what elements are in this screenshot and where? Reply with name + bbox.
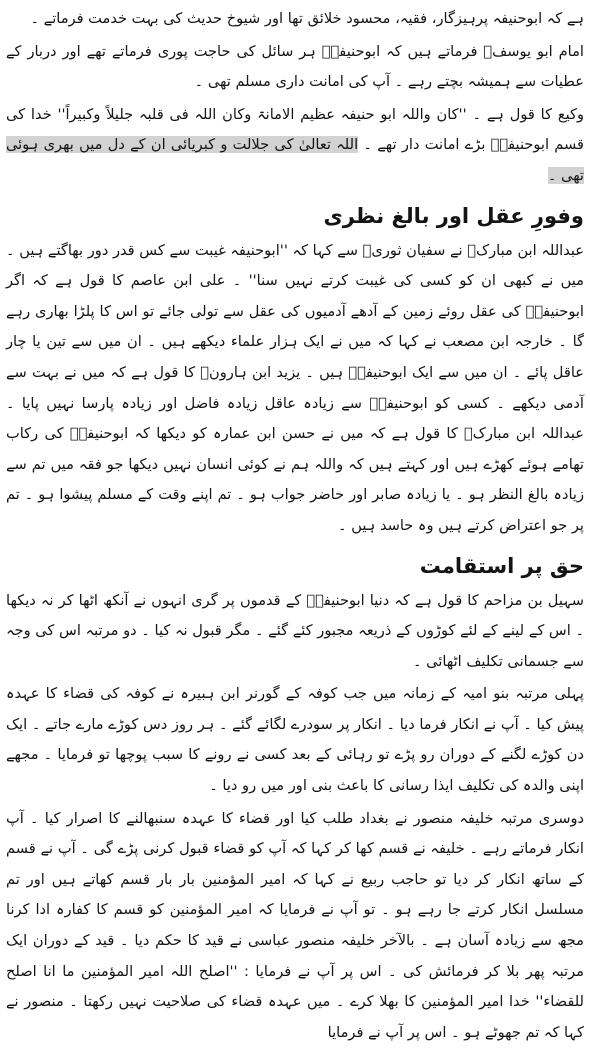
paragraph: [6, 679, 584, 801]
paragraph-text: ہے کہ ابوحنیفہ پرہیزگار، فقیہ، محسود خلائق تھا اور شیوخ حدیث کی بہت خدمت فرماتے ۔: [30, 10, 584, 27]
paragraph-text: عبداللہ ابن مبارکؒ نے سفیان ثوریؒ سے کہا کہ ''ابوحنیفہ غیبت سے کس قدر دور بھاگتے ہیں ۔ میں نے کبھی ان کو کسی کی غیبت کرتے نہیں سنا'' ۔ علی ابن عاصم کا قول ہے کہ اگر ابوحنیفہؒ کی عقل روئے زمین کے آدھے آدمیوں کی عقل سے تولی جائے تو اس کا پلڑا بھاری رہے گا ۔ خارجہ ابن مصعب نے کہا کہ میں نے ایک ہزار علماء دیکھے ہیں ۔ ان میں سے تین یا چار عاقل پائے ۔ ان میں سے ایک ابوحنیفہؒ ہیں ۔ یزید ابن ہارونؒ کا قول ہے کہ میں نے بہت سے آدمی دیکھے ۔ کسی کو ابوحنیفہؒ سے زیادہ عاقل زیادہ فاضل اور زیادہ پارسا نہیں پایا ۔ عبداللہ ابن مبارکؒ کا قول ہے کہ میں نے حسن ابن عمارہ کو دیکھا کہ ابوحنیفہؒ کی رکاب تھامے ہوئے کھڑے ہیں اور کہتے ہیں کہ واللہ ہم نے کوئی انسان نہیں دیکھا جو فقہ میں تم سے زیادہ بالغ النظر ہو ۔ یا زیادہ صابر اور حاضر جواب ہو ۔ تم اپنے وقت کے مسلم پیشوا ہو ۔ تم پر جو اعتراض کرتے ہیں وہ حاسد ہیں ۔: [6, 241, 584, 534]
section-heading: حق پر استقامت: [419, 553, 584, 578]
paragraph-text: سہیل بن مزاحم کا قول ہے کہ دنیا ابوحنیفہؒ کے قدموں پر گری انہوں نے آنکھ اٹھا کر نہ دیکھا ۔ اس کے لینے کے لئے کوڑوں کے ذریعہ مجبور کئے گئے ۔ مگر قبول نہ کیا ۔ دو مرتبہ اس کی وجہ سے جسمانی تکلیف اٹھائی ۔: [6, 591, 584, 670]
document-page: [6, 4, 585, 1041]
paragraph-text: امام ابو یوسفؒ فرماتے ہیں کہ ابوحنیفہؒ ہر سائل کی حاجت پوری فرماتے تھے اور دربار کے عطیات سے ہمیشہ بچتے رہے ۔ آپ کی امانت داری مسلم تھی ۔: [6, 42, 584, 91]
paragraph: [6, 236, 584, 542]
paragraph: [6, 4, 584, 35]
paragraph-text: خدا کی قسم ابوحنیفہؒ بڑے امانت دار تھے ۔: [6, 105, 585, 154]
arabic-quote: ''کان واللہ ابو حنیفہ عظیم الامانۃ وکان اللہ فی قلبہ جلیلاً وکبیراً'': [57, 105, 467, 123]
paragraph: [6, 37, 584, 98]
paragraph: [6, 586, 584, 678]
paragraph-text: دوسری مرتبہ خلیفہ منصور نے بغداد طلب کیا اور قضاء کا عہدہ سنبھالنے کا اصرار کیا ۔ آپ انکار فرماتے رہے ۔ خلیفہ نے قسم کھا کر کہا کہ آپ کو قضاء قبول کرنی پڑے گی ۔ آپ نے قسم کے ساتھ انکار کر دیا تو حاجب ربیع نے کہا کہ امیر المؤمنین بار بار قسم کھاتے ہیں اور تم مسلسل انکار کرتے جا رہے ہو ۔ تو آپ نے فرمایا کہ امیر المؤمنین کو قسم کا کفارہ ادا کرنا مجھ سے زیادہ آسان ہے ۔ بالآخر خلیفہ منصور عباسی نے قید کا حکم دیا ۔ قید کے دوران ایک مرتبہ پھر بلا کر فرمائش کی ۔ اس پر آپ نے فرمایا :: [6, 809, 584, 980]
section-heading: وفورِ عقل اور بالغ نظری: [323, 203, 584, 228]
arabic-quote: ''اصلح اللہ امیر المؤمنین ما انا اصلح للقضاء'': [6, 962, 584, 1011]
paragraph: [6, 100, 584, 192]
paragraph-text: خدا امیر المؤمنین کا بھلا کرے ۔ میں عہدہ قضاء کی صلاحیت نہیں رکھتا ۔ منصور نے کہا کہ تم جھوٹے ہو ۔ اس پر آپ نے فرمایا: [6, 993, 584, 1041]
highlighted-text: اللہ تعالیٰ کی جلالت و کبریائی ان کے دل میں بھری ہوئی تھی ۔: [6, 136, 584, 184]
paragraph-text: وکیع کا قول ہے ۔: [472, 105, 585, 123]
paragraph-text: پہلی مرتبہ بنو امیہ کے زمانہ میں جب کوفہ کے گورنر ابن ہبیرہ نے کوفہ کی قضاء کا عہدہ پیش کیا ۔ آپ نے انکار فرما دیا ۔ انکار پر سودرے لگائے گئے ۔ ہر روز دس کوڑے مارے جاتے ۔ ایک دن کوڑے لگنے کے دوران رو پڑے تو رہائی کے بعد کسی نے رونے کا سبب پوچھا تو فرمایا ۔ مجھے اپنی والدہ کی تکلیف ایذا رسانی کا باعث بنی اور میں رو دیا ۔: [6, 685, 584, 795]
paragraph: [6, 804, 584, 1048]
